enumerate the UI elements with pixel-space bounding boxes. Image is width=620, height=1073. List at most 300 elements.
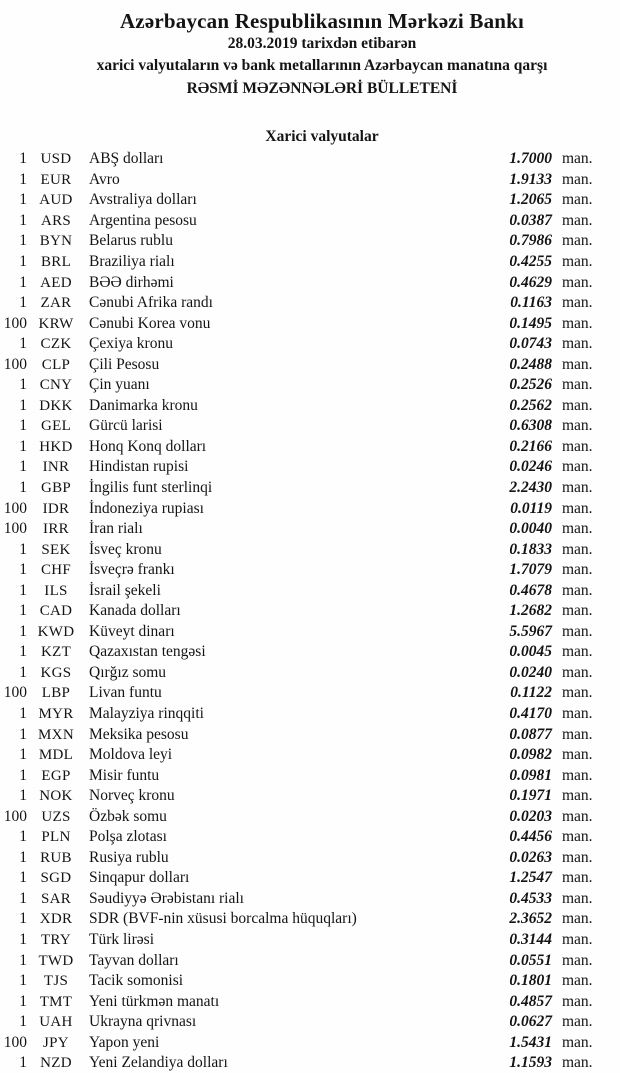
currency-code-cell: AUD xyxy=(39,192,73,209)
rate-value-cell: 0.0119 xyxy=(510,499,552,517)
quantity-cell: 100 xyxy=(3,520,27,538)
currency-name-cell: Çexiya kronu xyxy=(89,335,173,353)
currency-name-cell: Tayvan dolları xyxy=(89,951,179,969)
column-gap xyxy=(552,725,562,746)
currency-code-cell: EGP xyxy=(41,767,71,784)
quantity-cell: 1 xyxy=(19,787,27,805)
currency-code-cell: INR xyxy=(42,459,70,476)
quantity-cell: 1 xyxy=(19,150,27,168)
rate-row xyxy=(0,725,597,746)
currency-code-cell: BRL xyxy=(40,253,72,270)
unit-cell: man. xyxy=(562,828,593,846)
unit-cell: man. xyxy=(562,355,593,373)
unit-cell: man. xyxy=(562,581,593,599)
currency-name-cell: Avro xyxy=(89,170,120,188)
currency-code-cell: JPY xyxy=(43,1034,69,1051)
currency-code-cell: TJS xyxy=(43,973,69,990)
column-gap xyxy=(552,581,562,602)
currency-code-cell: BYN xyxy=(39,233,73,250)
unit-cell: man. xyxy=(562,314,593,332)
rate-row xyxy=(0,211,597,232)
unit-cell: man. xyxy=(562,602,593,620)
rate-row xyxy=(0,314,597,335)
currency-code-cell: IDR xyxy=(42,500,70,517)
quantity-cell: 1 xyxy=(19,766,27,784)
rate-value-cell: 0.0743 xyxy=(509,335,552,353)
unit-cell: man. xyxy=(562,335,593,353)
rate-row xyxy=(0,889,597,910)
currency-code-cell: ARS xyxy=(40,212,72,229)
rate-row xyxy=(0,848,597,869)
currency-name-cell: Çin yuanı xyxy=(89,376,150,394)
quantity-cell: 1 xyxy=(19,704,27,722)
currency-code-cell: GBP xyxy=(40,479,72,496)
quantity-cell: 100 xyxy=(3,314,27,332)
rate-value-cell: 5.5967 xyxy=(509,622,552,640)
quantity-cell: 1 xyxy=(19,972,27,990)
rate-row xyxy=(0,683,597,704)
unit-cell: man. xyxy=(562,499,593,517)
currency-name-cell: Avstraliya dolları xyxy=(89,191,197,209)
column-gap xyxy=(552,971,562,992)
column-gap xyxy=(552,1012,562,1033)
rate-row xyxy=(0,375,597,396)
currency-code-cell: LBP xyxy=(41,685,71,702)
rate-value-cell: 0.4857 xyxy=(509,992,552,1010)
unit-cell: man. xyxy=(562,252,593,270)
rates-table xyxy=(0,149,620,1073)
unit-cell: man. xyxy=(562,170,593,188)
unit-cell: man. xyxy=(562,643,593,661)
currency-name-cell: İndoneziya rupiası xyxy=(89,499,204,517)
quantity-cell: 1 xyxy=(19,396,27,414)
rate-row xyxy=(0,827,597,848)
currency-code-cell: XDR xyxy=(39,911,73,928)
rate-value-cell: 1.5431 xyxy=(509,1033,552,1051)
rate-value-cell: 0.3144 xyxy=(509,931,552,948)
column-gap xyxy=(552,375,562,396)
currency-code-cell: IRR xyxy=(43,521,69,538)
currency-code-cell: NZD xyxy=(40,1055,72,1072)
quantity-cell: 100 xyxy=(3,355,27,373)
rate-value-cell: 0.1495 xyxy=(509,314,552,332)
rate-row xyxy=(0,642,597,663)
currency-code-cell: KZT xyxy=(40,644,72,661)
currency-name-cell: Qazaxıstan tengəsi xyxy=(89,643,206,661)
rate-row xyxy=(0,581,597,602)
currency-code-cell: UAH xyxy=(39,1014,73,1031)
quantity-cell: 1 xyxy=(19,458,27,476)
rate-row xyxy=(0,992,597,1013)
rate-row xyxy=(0,231,597,252)
currency-name-cell: Çili Pesosu xyxy=(89,355,160,373)
rate-value-cell: 0.4678 xyxy=(509,581,552,599)
quantity-cell: 1 xyxy=(19,294,27,312)
currency-code-cell: CZK xyxy=(40,336,72,353)
rate-row xyxy=(0,457,597,478)
unit-cell: man. xyxy=(562,725,593,743)
currency-code-cell: USD xyxy=(40,151,72,168)
column-gap xyxy=(552,909,562,930)
quantity-cell: 1 xyxy=(19,848,27,866)
column-gap xyxy=(552,868,562,889)
rate-value-cell: 2.3652 xyxy=(509,910,552,928)
currency-name-cell: Rusiya rublu xyxy=(89,848,169,866)
rate-value-cell: 0.0627 xyxy=(509,1013,552,1031)
unit-cell: man. xyxy=(562,396,593,414)
currency-code-cell: ZAR xyxy=(40,295,72,312)
rate-value-cell: 0.0387 xyxy=(509,211,552,229)
rate-row xyxy=(0,971,597,992)
unit-cell: man. xyxy=(562,417,593,435)
quantity-cell: 1 xyxy=(19,478,27,496)
rate-row xyxy=(0,396,597,417)
rate-value-cell: 0.0203 xyxy=(509,807,552,825)
currency-code-cell: KWD xyxy=(37,623,75,640)
unit-cell: man. xyxy=(562,1013,593,1031)
unit-cell: man. xyxy=(562,458,593,476)
rate-value-cell: 1.7000 xyxy=(509,150,552,168)
unit-cell: man. xyxy=(562,232,593,250)
currency-name-cell: Malayziya rinqqiti xyxy=(89,704,204,722)
unit-cell: man. xyxy=(562,972,593,990)
rate-row xyxy=(0,930,597,951)
unit-cell: man. xyxy=(562,807,593,825)
currency-code-cell: KGS xyxy=(40,664,72,681)
rate-row xyxy=(0,437,597,458)
currency-code-cell: KRW xyxy=(38,315,74,332)
column-gap xyxy=(552,211,562,232)
unit-cell: man. xyxy=(562,910,593,928)
currency-name-cell: Özbək somu xyxy=(89,807,167,825)
column-gap xyxy=(552,807,562,828)
currency-name-cell: Misir funtu xyxy=(89,766,160,784)
rate-row xyxy=(0,868,597,889)
currency-name-cell: İngilis funt sterlinqi xyxy=(89,478,213,496)
column-gap xyxy=(552,992,562,1013)
rate-row xyxy=(0,909,597,930)
unit-cell: man. xyxy=(562,437,593,455)
rate-value-cell: 2.2430 xyxy=(509,478,552,496)
column-gap xyxy=(552,622,562,643)
currency-code-cell: RUB xyxy=(40,849,72,866)
rate-row xyxy=(0,499,597,520)
unit-cell: man. xyxy=(562,520,593,538)
currency-code-cell: DKK xyxy=(39,397,73,414)
rate-row xyxy=(0,786,597,807)
rate-value-cell: 1.1593 xyxy=(509,1054,552,1072)
rate-row xyxy=(0,273,597,294)
rate-value-cell: 0.0877 xyxy=(509,725,552,743)
rate-row xyxy=(0,252,597,273)
currency-code-cell: CNY xyxy=(39,377,73,394)
column-gap xyxy=(552,601,562,622)
currency-code-cell: HKD xyxy=(39,438,73,455)
unit-cell: man. xyxy=(562,622,593,640)
column-gap xyxy=(552,642,562,663)
rate-value-cell: 1.2065 xyxy=(509,191,552,209)
rate-value-cell: 1.7079 xyxy=(509,561,552,579)
column-gap xyxy=(552,1053,562,1073)
currency-name-cell: Cənubi Afrika randı xyxy=(89,294,213,312)
currency-name-cell: Ukrayna qrivnası xyxy=(89,1013,197,1031)
rate-value-cell: 0.2526 xyxy=(509,376,552,394)
currency-name-cell: Livan funtu xyxy=(89,684,162,702)
rate-value-cell: 0.0246 xyxy=(509,458,552,476)
currency-name-cell: Səudiyyə Ərəbistanı rialı xyxy=(89,889,244,907)
quantity-cell: 1 xyxy=(19,376,27,394)
currency-name-cell: Yapon yeni xyxy=(89,1033,160,1051)
rate-row xyxy=(0,1053,597,1073)
column-gap xyxy=(552,416,562,437)
currency-name-cell: İsveç kronu xyxy=(89,540,162,558)
rate-value-cell: 0.7986 xyxy=(509,232,552,250)
bank-title: Azərbaycan Respublikasının Mərkəzi Bankı xyxy=(119,9,525,33)
unit-cell: man. xyxy=(562,766,593,784)
quantity-cell: 1 xyxy=(19,746,27,764)
currency-name-cell: BƏƏ dirhəmi xyxy=(89,273,174,291)
quantity-cell: 1 xyxy=(19,170,27,188)
column-gap xyxy=(552,827,562,848)
rate-row xyxy=(0,766,597,787)
currency-name-cell: Sinqapur dolları xyxy=(89,869,190,887)
unit-cell: man. xyxy=(562,478,593,496)
quantity-cell: 1 xyxy=(19,581,27,599)
column-gap xyxy=(552,190,562,211)
unit-cell: man. xyxy=(562,663,593,681)
currency-code-cell: MDL xyxy=(38,747,74,764)
quantity-cell: 1 xyxy=(19,931,27,948)
rate-value-cell: 0.4456 xyxy=(509,828,552,846)
effective-date-line: 28.03.2019 tarixdən etibarən xyxy=(227,35,417,52)
quantity-cell: 1 xyxy=(19,992,27,1010)
currency-name-cell: İsrail şekeli xyxy=(89,581,161,599)
unit-cell: man. xyxy=(562,561,593,579)
currency-code-cell: AED xyxy=(40,274,72,291)
quantity-cell: 1 xyxy=(19,910,27,928)
currency-code-cell: TRY xyxy=(40,932,72,948)
quantity-cell: 1 xyxy=(19,211,27,229)
rate-value-cell: 0.0263 xyxy=(509,848,552,866)
rate-value-cell: 0.6308 xyxy=(509,417,552,435)
unit-cell: man. xyxy=(562,992,593,1010)
currency-code-cell: UZS xyxy=(41,808,71,825)
quantity-cell: 1 xyxy=(19,252,27,270)
rate-row xyxy=(0,293,597,314)
column-gap xyxy=(552,273,562,294)
rate-row xyxy=(0,663,597,684)
column-gap xyxy=(552,252,562,273)
unit-cell: man. xyxy=(562,951,593,969)
column-gap xyxy=(552,663,562,684)
rate-value-cell: 0.2562 xyxy=(509,396,552,414)
column-gap xyxy=(552,293,562,314)
unit-cell: man. xyxy=(562,704,593,722)
currency-name-cell: İran rialı xyxy=(89,520,143,538)
column-gap xyxy=(552,437,562,458)
quantity-cell: 1 xyxy=(19,232,27,250)
rate-value-cell: 0.1122 xyxy=(510,684,552,702)
currency-name-cell: Yeni Zelandiya dolları xyxy=(89,1054,228,1072)
rate-value-cell: 1.2547 xyxy=(509,869,552,887)
currency-code-cell: TWD xyxy=(38,952,74,969)
unit-cell: man. xyxy=(562,273,593,291)
rate-value-cell: 0.0551 xyxy=(509,951,552,969)
quantity-cell: 1 xyxy=(19,828,27,846)
rate-value-cell: 0.2166 xyxy=(509,437,552,455)
rate-value-cell: 0.1801 xyxy=(509,972,552,990)
column-gap xyxy=(552,560,562,581)
currency-name-cell: Polşa zlotası xyxy=(89,828,167,846)
quantity-cell: 1 xyxy=(19,335,27,353)
quantity-cell: 1 xyxy=(19,1054,27,1072)
rate-row xyxy=(0,149,597,170)
currency-name-cell: Braziliya rialı xyxy=(89,252,175,270)
currency-name-cell: Türk lirəsi xyxy=(89,931,154,948)
currency-code-cell: CHF xyxy=(40,562,72,579)
rate-row xyxy=(0,478,597,499)
column-gap xyxy=(552,745,562,766)
currency-name-cell: Tacik somonisi xyxy=(89,972,184,990)
quantity-cell: 1 xyxy=(19,191,27,209)
quantity-cell: 1 xyxy=(19,273,27,291)
quantity-cell: 100 xyxy=(3,684,27,702)
column-gap xyxy=(552,848,562,869)
rate-value-cell: 0.1833 xyxy=(509,540,552,558)
column-gap xyxy=(552,396,562,417)
column-gap xyxy=(552,231,562,252)
currency-code-cell: EUR xyxy=(40,171,72,188)
unit-cell: man. xyxy=(562,1054,593,1072)
rate-row xyxy=(0,190,597,211)
unit-cell: man. xyxy=(562,931,593,948)
currency-code-cell: MYR xyxy=(38,705,74,722)
rate-value-cell: 1.2682 xyxy=(509,602,552,620)
rate-row xyxy=(0,560,597,581)
unit-cell: man. xyxy=(562,376,593,394)
quantity-cell: 1 xyxy=(19,663,27,681)
rate-value-cell: 0.0981 xyxy=(509,766,552,784)
rate-row xyxy=(0,170,597,191)
column-gap xyxy=(552,540,562,561)
currency-name-cell: Danimarka kronu xyxy=(89,396,198,414)
rate-row xyxy=(0,334,597,355)
currency-name-cell: Küveyt dinarı xyxy=(89,622,175,640)
currency-code-cell: MXN xyxy=(38,726,74,743)
unit-cell: man. xyxy=(562,191,593,209)
currency-name-cell: Kanada dolları xyxy=(89,602,181,620)
column-gap xyxy=(552,786,562,807)
currency-name-cell: Hindistan rupisi xyxy=(89,458,189,476)
rate-value-cell: 0.1971 xyxy=(509,787,552,805)
rate-value-cell: 0.1163 xyxy=(510,294,552,312)
rate-value-cell: 0.0045 xyxy=(509,643,552,661)
quantity-cell: 1 xyxy=(19,602,27,620)
quantity-cell: 100 xyxy=(3,1033,27,1051)
rate-row xyxy=(0,519,597,540)
rate-row xyxy=(0,807,597,828)
quantity-cell: 1 xyxy=(19,869,27,887)
currency-code-cell: SGD xyxy=(40,870,72,887)
unit-cell: man. xyxy=(562,294,593,312)
currency-code-cell: SEK xyxy=(41,541,71,558)
unit-cell: man. xyxy=(562,684,593,702)
bulletin-header xyxy=(0,0,620,100)
section-title-foreign-currencies: Xarici valyutalar xyxy=(265,128,379,146)
quantity-cell: 1 xyxy=(19,643,27,661)
currency-name-cell: Cənubi Korea vonu xyxy=(89,314,211,332)
subject-line: xarici valyutaların və bank metallarının Azərbaycan manatına qarşı xyxy=(96,57,548,75)
column-gap xyxy=(552,704,562,725)
column-gap xyxy=(552,355,562,376)
currency-name-cell: Qırğız somu xyxy=(89,663,167,681)
quantity-cell: 1 xyxy=(19,951,27,969)
currency-code-cell: ILS xyxy=(44,582,68,599)
currency-code-cell: NOK xyxy=(39,788,73,805)
quantity-cell: 1 xyxy=(19,417,27,435)
rate-value-cell: 0.4255 xyxy=(509,252,552,270)
rate-row xyxy=(0,1012,597,1033)
rate-row xyxy=(0,745,597,766)
rate-row xyxy=(0,355,597,376)
currency-name-cell: Honq Konq dolları xyxy=(89,437,207,455)
rate-value-cell: 0.2488 xyxy=(509,355,552,373)
quantity-cell: 1 xyxy=(19,622,27,640)
column-gap xyxy=(552,149,562,170)
column-gap xyxy=(552,930,562,951)
quantity-cell: 1 xyxy=(19,540,27,558)
unit-cell: man. xyxy=(562,150,593,168)
rate-row xyxy=(0,601,597,622)
column-gap xyxy=(552,683,562,704)
currency-code-cell: PLN xyxy=(41,829,71,846)
unit-cell: man. xyxy=(562,889,593,907)
currency-name-cell: Yeni türkmən manatı xyxy=(89,992,220,1010)
rate-value-cell: 0.4170 xyxy=(509,704,552,722)
rate-row xyxy=(0,1033,597,1054)
column-gap xyxy=(552,334,562,355)
column-gap xyxy=(552,170,562,191)
currency-code-cell: TMT xyxy=(39,993,73,1010)
currency-name-cell: Moldova leyi xyxy=(89,746,173,764)
rate-value-cell: 0.0240 xyxy=(509,663,552,681)
quantity-cell: 1 xyxy=(19,1013,27,1031)
rate-row xyxy=(0,540,597,561)
quantity-cell: 1 xyxy=(19,561,27,579)
unit-cell: man. xyxy=(562,787,593,805)
currency-name-cell: Belarus rublu xyxy=(89,232,173,250)
column-gap xyxy=(552,499,562,520)
bulletin-title-line: RƏSMİ MƏZƏNNƏLƏRİ BÜLLETENİ xyxy=(186,79,458,97)
currency-code-cell: SAR xyxy=(40,890,72,907)
quantity-cell: 1 xyxy=(19,725,27,743)
currency-name-cell: İsveçrə frankı xyxy=(89,561,175,579)
currency-name-cell: Meksika pesosu xyxy=(89,725,189,743)
column-gap xyxy=(552,314,562,335)
rate-value-cell: 0.0982 xyxy=(509,746,552,764)
unit-cell: man. xyxy=(562,746,593,764)
currency-name-cell: SDR (BVF-nin xüsusi borcalma hüquqları) xyxy=(89,910,357,928)
currency-name-cell: Gürcü larisi xyxy=(89,417,163,435)
rate-row xyxy=(0,951,597,972)
quantity-cell: 1 xyxy=(19,437,27,455)
column-gap xyxy=(552,519,562,540)
column-gap xyxy=(552,889,562,910)
rate-row xyxy=(0,416,597,437)
rate-value-cell: 1.9133 xyxy=(509,170,552,188)
currency-code-cell: GEL xyxy=(40,418,72,435)
column-gap xyxy=(552,766,562,787)
